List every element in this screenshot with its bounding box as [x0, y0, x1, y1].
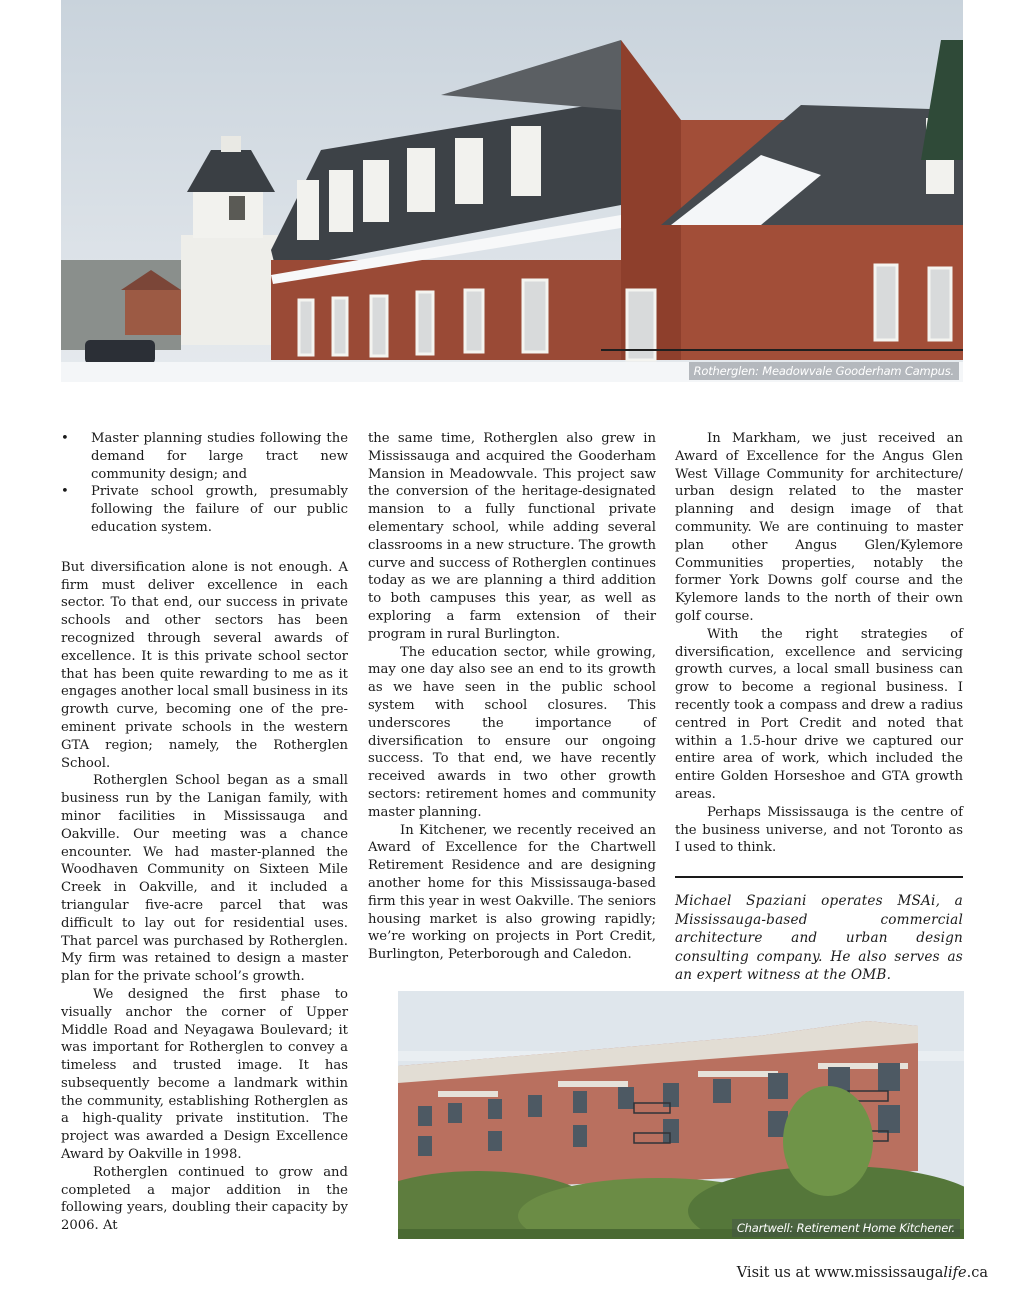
paragraph: But diversification alone is not enough. A firm must deliver excellence in each sector. To that end, our success in private schools and other sectors has been recognized through several awards of excellence. It is this private school sector that has been quite rewarding to me as it engages another local small business in its growth curve, becoming one of the pre-eminent private schools in the western GTA region; namely, the Rotherglen School. — [61, 559, 348, 771]
list-item: • Master planning studies following the demand for large tract new community design; and — [61, 431, 348, 482]
photo-chartwell-residence — [398, 991, 964, 1239]
text-column-2 — [368, 430, 656, 964]
paragraph: In Kitchener, we recently received an Award of Excellence for the Chartwell Retirement Residence and are designing another home for this Mississauga-based firm this year in west Oakville. The seniors housing market is also growing rapidly; we’re working on projects in Port Credit, Burlington, Peterborough and Caledon. — [368, 822, 656, 963]
author-bio: Michael Spaziani operates MSAi, a Mississauga-based commercial architecture and urban design consulting company. He also serves as an expert witness at the OMB. — [675, 893, 963, 984]
paragraph: Rotherglen School began as a small business run by the Lanigan family, with minor facilities in Mississauga and Oakville. Our meeting was a chance encounter. We had master-planned the Woodhaven Community on Sixteen Mile Creek in Oakville, and it included a triangular five-acre parcel that was difficult to lay out for residential uses. That parcel was purchased by Rotherglen. My firm was retained to design a master plan for the private school’s growth. — [61, 773, 348, 985]
divider — [675, 876, 963, 878]
text-column-3 — [675, 430, 963, 985]
photo-caption: Rotherglen: Meadowvale Gooderham Campus. — [689, 362, 959, 380]
list-item: • Private school growth, presumably following the failure of our public education system. — [61, 484, 348, 535]
chartwell-building-illustration — [398, 991, 964, 1239]
paragraph: Perhaps Mississauga is the centre of the business universe, and not Toronto as I used to think. — [675, 804, 963, 856]
bullet-icon: • — [61, 431, 69, 446]
photo-caption: Chartwell: Retirement Home Kitchener. — [732, 1219, 960, 1237]
bullet-icon: • — [61, 484, 69, 500]
footer-website[interactable]: Visit us at www.mississaugalife.ca — [736, 1265, 988, 1281]
paragraph: the same time, Rotherglen also grew in Mississauga and acquired the Gooderham Mansion in Meadowvale. This project saw the conversion of the heritage-designated mansion to a fully functional private elementary school, while adding several classrooms in a new structure. The growth curve and success of Rotherglen continues today as we are planning a third addition to both campuses this year, as well as exploring a farm extension of their program in rural Burlington. — [368, 431, 656, 642]
paragraph: Rotherglen continued to grow and completed a major addition in the following years, doubling their capacity by 2006. At — [61, 1164, 348, 1234]
paragraph: In Markham, we just received an Award of Excellence for the Angus Glen West Village Community for architecture/ urban design related to the master planning and design image of that community. We are continuing to master plan other Angus Glen/Kylemore Communities properties, notably the former York Downs golf course and the Kylemore lands to the north of their own golf course. — [675, 431, 963, 624]
rotherglen-building-illustration — [61, 0, 963, 382]
text-column-1 — [61, 430, 348, 1235]
paragraph: With the right strategies of diversification, excellence and servicing growth curves, a local small business can grow to become a regional business. I recently took a compass and drew a radius centred in Port Credit and noted that within a 1.5-hour drive we captured our entire area of work, which included the entire Golden Horseshoe and GTA growth areas. — [675, 626, 963, 802]
paragraph: The education sector, while growing, may one day also see an end to its growth as we have seen in the public school system with school closures. This underscores the importance of diversification to ensure our ongoing success. To that end, we have recently received awards in two other growth sectors: retirement homes and community master planning. — [368, 644, 656, 820]
bullet-list — [61, 430, 348, 537]
paragraph: We designed the first phase to visually anchor the corner of Upper Middle Road and Neyagawa Boulevard; it was important for Rotherglen to convey a timeless and trusted image. It has subsequently become a landmark within the community, establishing Rotherglen as a high-quality private institution. The project was awarded a Design Excellence Award by Oakville in 1998. — [61, 986, 348, 1163]
photo-rotherglen-campus — [61, 0, 963, 382]
